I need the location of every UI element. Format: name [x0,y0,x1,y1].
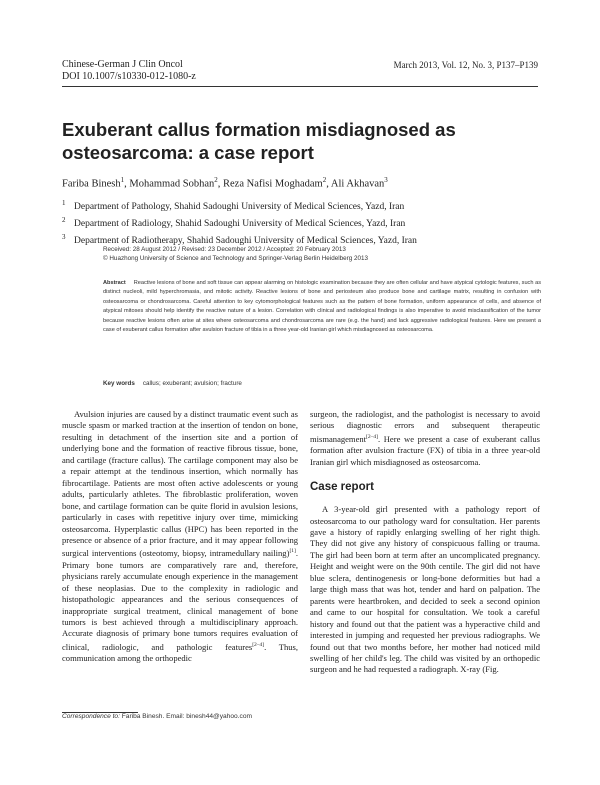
author-name: Reza Nafisi Moghadam [223,178,323,190]
body-column-left [62,409,298,665]
author-name: Mohammad Sobhan [129,178,215,190]
article-title: Exuberant callus formation misdiagnosed as osteosarcoma: a case report [62,119,456,163]
doi: DOI 10.1007/s10330-012-1080-z [62,71,196,82]
keywords-text: callus; exuberant; avulsion; fracture [142,380,242,387]
publication-dates [103,245,543,263]
citation: [1] [289,548,296,555]
body-column-right [310,409,540,676]
correspondence-footnote [62,713,252,720]
keywords-label: Key words [103,380,135,387]
affiliation: $^1$ Department of Pathology, Shahid Sadoughi University of Medical Sciences, Yazd, Iran [62,199,405,213]
body-paragraph: surgeon, the radiologist, and the pathologist is necessary to avoid serious diagnostic errors and subsequent therapeutic mismanagement[2–4]. Here we present a case of exuberant callus formation after avulsion fracture (FX) of tibia in a three year-old Iranian girl which misdiagnosed as osteosarcoma. [310,409,540,467]
keywords [103,380,242,387]
received-dates: Received: 28 August 2012 / Revised: 23 December 2012 / Accepted: 20 February 2013 [103,246,346,253]
author-sup: 3 [384,176,388,184]
journal-header [62,59,196,83]
abstract [103,279,541,335]
abstract-text: Reactive lesions of bone and soft tissue can appear alarming on histologic examination because they are often cellular and have atypical cytologic features, such as distinct nucleoli, mild hyperchromasia, and mitotic activity. Reactive lesions of bone and periosteum also produce bone and cartilage matrix, resulting in confusion with osteosarcoma or chondrosarcoma. Careful attention to key cytomorphological features such as the pattern of bone formation, uniform appearance of cells, and absence of atypical mitoses should help identify the reactive nature of a lesion. Correlation with clinical and radiological findings is also imperative to avoid misclassification of the tumor because reactive lesions often arise at sites where osteosarcoma and chondrosarcoma are rare (e.g. the hand) and lack aggressive radiological features. Here we present a case of exuberant callus formation after avulsion fracture of tibia in a three year-old Iranian girl which misdiagnosed as osteosarcoma. [103,280,541,334]
journal-name: Chinese-German J Clin Oncol [62,59,183,70]
affiliation: $^2$ Department of Radiology, Shahid Sadoughi University of Medical Sciences, Yazd, Iran [62,216,406,230]
section-heading: Case report [310,481,374,494]
body-paragraph: A 3-year-old girl presented with a pathology report of osteosarcoma to our pathology ward for consultation. Her parents gave a history of rapidly enlarging swelling of her right thigh. They did not give any history of conspicuous falling or trauma. The girl had been born at term after an uncomplicated pregnancy. Height and weight were on the 90th centile. The girl did not have blue sclera, dentinogenesis or long-bone deformities but had a large thigh mass that was hot, tender and hard on palpation. The parents were heartbroken, and decided to seek a second opinion and came to our hospital for consultation. We took a careful history and found out that the patient was a hyperactive child and interested in jumping and requested her previous radiographs. We found out that two months before, her mother had noticed mild swelling of her child's leg. The child was visited by an orthopedic surgeon and he had requested a radiograph. X-ray (Fig. [310,504,540,675]
affiliations [62,197,417,248]
abstract-label: Abstract [103,280,126,286]
citation: [2–4] [366,433,378,440]
author-name: Fariba Binesh [62,178,121,190]
footnote-text: Fariba Binesh. Email: binesh44@yahoo.com [121,713,252,720]
copyright: © Huazhong University of Science and Technology and Springer-Verlag Berlin Heidelberg 2013 [103,255,368,262]
author-sup: 2 [214,176,218,184]
issue-info: March 2013, Vol. 12, No. 3, P137–P139 [393,60,538,70]
citation: [2–4] [252,641,265,648]
body-paragraph: Avulsion injuries are caused by a distinct traumatic event such as muscle spasm or marked traction at the insertion of tendon on bone, resulting in detachment of the insertion site and a portion of underlying bone and the formation of reactive fibrous tissue, bone, and cartilage (fracture callus). The cartilage component may also be a repair attempt at the tendinous insertion, which normally has fibrocartilage. Patients are most often active adolescents or young adults, particularly athletes. The fibroblastic proliferation, woven bone, and cartilage formation can be quite florid in avulsion lesions, particularly in cases with repetitive injury over time, mimicking osteosarcoma. Hyperplastic callus (HPC) has been reported in the presence or absence of a prior fracture, and it may appear following surgical interventions (osteotomy, biopsy, intramedullary nailing)[1]. Primary bone tumors are comparatively rare and, therefore, physicians rarely accumulate enough experience in the management of these neoplasias. Due to the complexity in radiologic and histopathologic appearances and the serious consequences of inappropriate surgical treatment, clinical management of bone tumors is best achieved through a multidisciplinary approach. Accurate diagnosis of primary bone tumors requires evaluation of clinical, radiologic, and pathologic features[2–4]. Thus, communication among the orthopedic [62,409,298,664]
author-name: Ali Akhavan [330,178,385,190]
author-sup: 1 [120,176,125,184]
affiliation: $^3$ Department of Radiotherapy, Shahid Sadoughi University of Medical Sciences, Yazd, Iran [62,233,417,247]
header-divider [62,86,538,87]
author-list: Fariba Binesh$^1$, Mohammad Sobhan$^2$, Reza Nafisi Moghadam$^2$, Ali Akhavan$^3$ [62,176,388,190]
footnote-label: Correspondence to: [62,713,120,720]
author-sup: 2 [322,176,327,184]
